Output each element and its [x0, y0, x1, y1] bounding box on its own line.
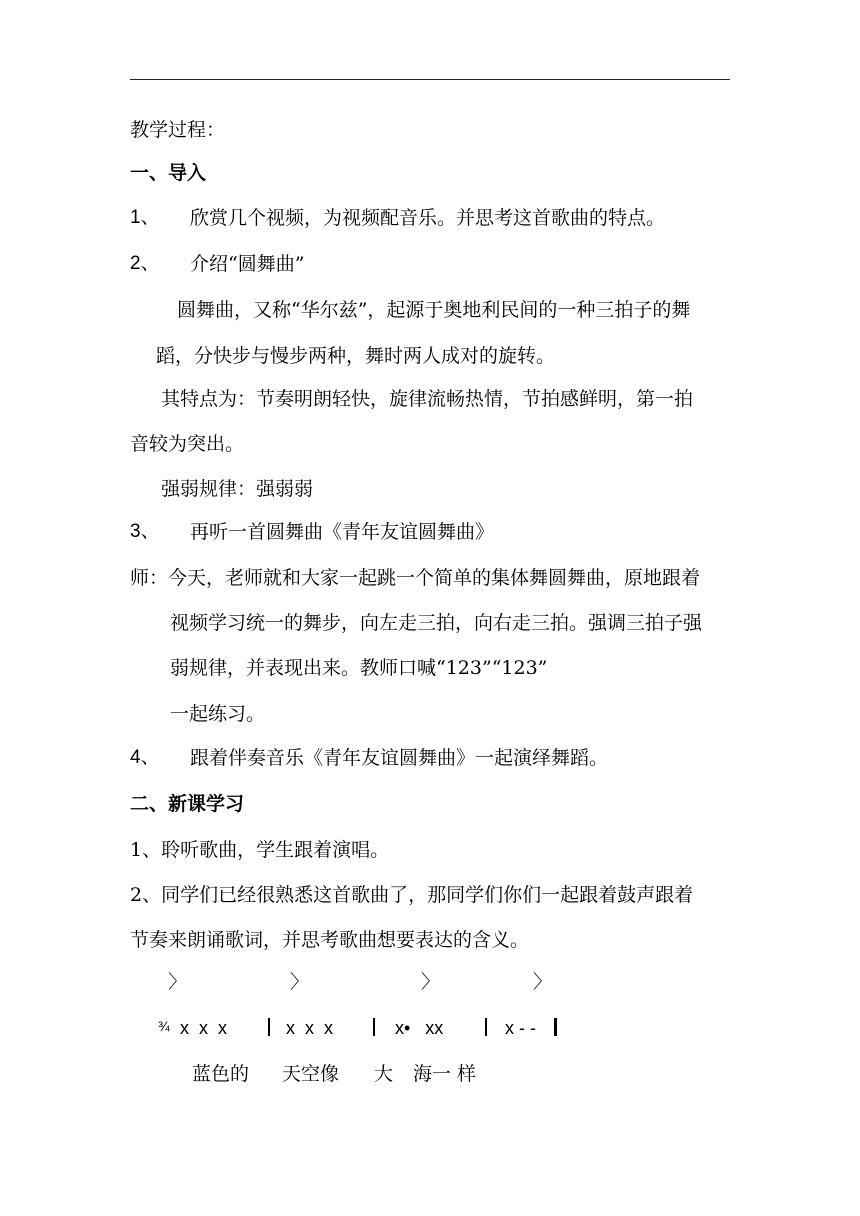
accent-mark: 〉 — [168, 971, 188, 993]
time-signature: ¾ — [158, 1018, 170, 1034]
item-number: 4、 — [130, 747, 160, 768]
item-number: 1、 — [130, 207, 160, 228]
heading: 教学过程： — [130, 119, 226, 141]
item-text: 介绍“圆舞曲” — [190, 253, 305, 275]
barline — [373, 1018, 375, 1036]
measure: x - - — [505, 1018, 536, 1038]
final-barline — [554, 1018, 557, 1036]
item-text: 欣赏几个视频，为视频配音乐。并思考这首歌曲的特点。 — [190, 207, 666, 229]
section-intro: 一、导入 — [130, 162, 207, 184]
barline — [268, 1018, 270, 1036]
measure: x x x — [180, 1018, 228, 1038]
item-text: 跟着伴奏音乐《青年友谊圆舞曲》一起演绎舞蹈。 — [190, 747, 609, 769]
paragraph-line: 圆舞曲，又称“华尔兹”，起源于奥地利民间的一种三拍子的舞 — [177, 299, 691, 321]
paragraph-line: 强弱规律：强弱弱 — [161, 478, 314, 500]
header-rule — [130, 79, 730, 80]
paragraph-line: 节奏来朗诵歌词，并思考歌曲想要表达的含义。 — [130, 929, 530, 951]
accent-mark: 〉 — [290, 971, 310, 993]
section-new-lesson: 二、新课学习 — [130, 793, 245, 815]
lyric: 蓝色的 — [192, 1063, 250, 1085]
item-number: 2、 — [130, 253, 160, 274]
paragraph-line: 视频学习统一的舞步，向左走三拍，向右走三拍。强调三拍子强 — [170, 612, 703, 634]
lyric: 天空像 — [282, 1063, 340, 1085]
accent-mark: 〉 — [421, 971, 441, 993]
paragraph-line: 音较为突出。 — [130, 433, 245, 455]
paragraph-line: 1、聆听歌曲，学生跟着演唱。 — [130, 839, 390, 861]
paragraph-line: 其特点为：节奏明朗轻快，旋律流畅热情，节拍感鲜明，第一拍 — [161, 388, 694, 410]
paragraph-line: 蹈，分快步与慢步两种，舞时两人成对的旋转。 — [156, 345, 556, 367]
barline — [485, 1018, 487, 1036]
item-text: 再听一首圆舞曲《青年友谊圆舞曲》 — [190, 521, 495, 543]
item-number: 3、 — [130, 521, 160, 542]
measure: x x x — [286, 1018, 334, 1038]
lyric: 大 — [374, 1063, 394, 1085]
paragraph-line: 师：今天，老师就和大家一起跳一个简单的集体舞圆舞曲，原地跟着 — [130, 567, 701, 589]
paragraph-line: 弱规律，并表现出来。教师口喊“123”“123” — [170, 657, 548, 679]
measure: x• xx — [395, 1018, 444, 1038]
accent-mark: 〉 — [533, 971, 553, 993]
paragraph-line: 一起练习。 — [170, 703, 266, 725]
lyric: 海一 样 — [413, 1063, 477, 1085]
paragraph-line: 2、同学们已经很熟悉这首歌曲了，那同学们你们一起跟着鼓声跟着 — [130, 884, 694, 906]
